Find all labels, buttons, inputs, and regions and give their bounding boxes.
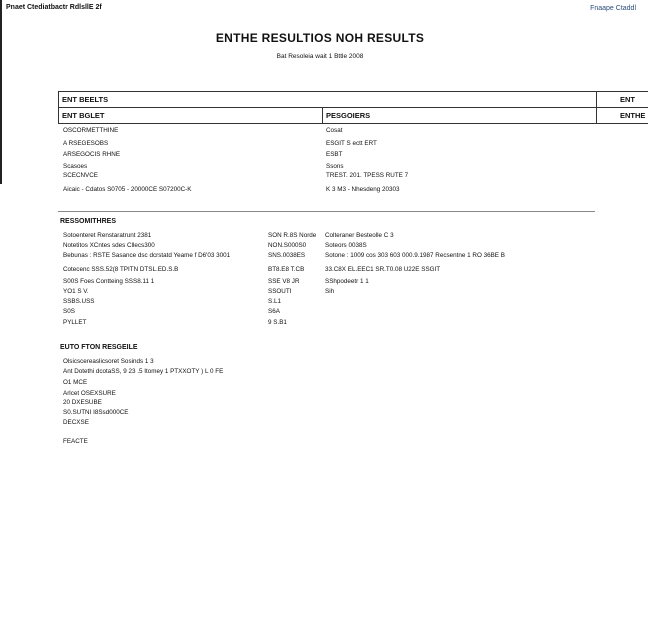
section2-cell: SSE V8 JR — [268, 278, 300, 285]
section2-cell: Sotone : 1009 cos 303 603 000.9.1987 Recsentne 1 RO 36BE B — [325, 252, 505, 259]
table-row1-right: ENT — [620, 95, 635, 104]
section3-heading: EUTO FTON RESGEILE — [60, 344, 138, 351]
section2-cell: Bebunas : RSTE Sasance dsc dcrstatd Yeame f D6'03 3001 — [63, 252, 231, 259]
section1-value: Ssons — [326, 163, 344, 170]
page-header-link[interactable]: Fnaape Ctaddl — [590, 5, 636, 12]
section1-label: OSCORMETTHINE — [63, 127, 119, 134]
section3-item: Olsicscereaslicsoret Sosinds 1 3 — [63, 358, 154, 365]
section3-item: Ant Dotethi dcotaSS, 9 23 .5 Itomey 1 PTXXOTY ) L 0 FE — [63, 368, 224, 375]
section3-item: O1 MCE — [63, 379, 88, 386]
section2-cell: SShpodeetr 1 1 — [325, 278, 369, 285]
section2-cell: SNS.0038ES — [268, 252, 306, 259]
section2-cell: Soteors 0038S — [325, 242, 367, 249]
page-subtitle: Bat Resoleia wait 1 Bttle 2008 — [276, 53, 364, 60]
table-left-border — [58, 91, 59, 124]
window-frame-edge — [0, 0, 2, 184]
section1-label: Scasoes — [63, 163, 88, 170]
section2-cell: BT8.E8 T.CB — [268, 266, 305, 273]
section1-label: Aicaic - Cdatos S0705 - 20000CE S07200C-K — [63, 186, 192, 193]
table-row1-left: ENT BEELTS — [62, 95, 109, 104]
section2-cell: 33.C8X EL.EEC1 SR.T0.08 U22E SSGIT — [325, 266, 441, 273]
section1-label: ARSEGOCIS RHNE — [63, 151, 121, 158]
section2-cell: S.L1 — [268, 298, 281, 305]
section2-cell: S00S Foes Contteing SSS8.11 1 — [63, 278, 155, 285]
page-header-left: Pnaet Ctediatbactr RdlsllE 2f — [6, 4, 102, 11]
results-table — [58, 91, 648, 123]
section3-footer: FEACTE — [63, 438, 88, 445]
section2-cell: Cotecenc SSS.52(8 TPITN DTSL.ED.S.B — [63, 266, 179, 273]
section2-cell: Sih — [325, 288, 335, 295]
section1-value: ESGIT S ectt ERT — [326, 140, 377, 147]
section2-cell: YO1 S V. — [63, 288, 89, 295]
table-row2-left: ENT BGLET — [62, 111, 105, 120]
section3-item: DECXSE — [63, 419, 89, 426]
table-top-border — [58, 91, 648, 92]
section2-cell: NON.S000S0 — [268, 242, 307, 249]
section1-label: A RSEGESOBS — [63, 140, 109, 147]
section2-cell: 9 S.B1 — [268, 319, 287, 326]
section2-cell: SSBS.USS — [63, 298, 95, 305]
section3-item: 20 DXESUBE — [63, 399, 102, 406]
section1-value: K 3 M3 - Nhesdeng 20303 — [326, 186, 400, 193]
section3-item: Arlcet OSEXSURE — [63, 390, 116, 397]
table-right-column-divider — [596, 91, 597, 124]
section3-item: S0.SUTNI I8Ssd000CE — [63, 409, 129, 416]
section1-label: SCECNVCE — [63, 172, 98, 179]
section2-cell: PYLLET — [63, 319, 87, 326]
section1-value: ESBT — [326, 151, 343, 158]
table-column-divider — [322, 107, 323, 124]
section2-cell: SSOUTI — [268, 288, 292, 295]
section1-value: Cosat — [326, 127, 343, 134]
section-divider — [58, 211, 595, 212]
section2-heading: RESSOMITHRES — [60, 218, 117, 225]
page-title: ENTHE RESULTIOS NOH RESULTS — [215, 31, 425, 45]
table-middle-border — [58, 107, 648, 108]
table-row2-right: ENTHE — [620, 111, 646, 120]
section2-cell: S6A — [268, 308, 280, 315]
section2-cell: SON R.8S Norde — [268, 232, 317, 239]
table-row2-middle: PESGOIERS — [326, 111, 371, 120]
section2-cell: Colteraner Besteolle C 3 — [325, 232, 394, 239]
section1-value: TREST. 201. TPESS RUTE 7 — [326, 172, 409, 179]
table-bottom-border — [58, 123, 648, 124]
section2-cell: S0S — [63, 308, 75, 315]
section2-cell: Sotoenteret Renstaratrunt 2381 — [63, 232, 152, 239]
section2-cell: Notetitos XCntes sdes Cllecs300 — [63, 242, 155, 249]
